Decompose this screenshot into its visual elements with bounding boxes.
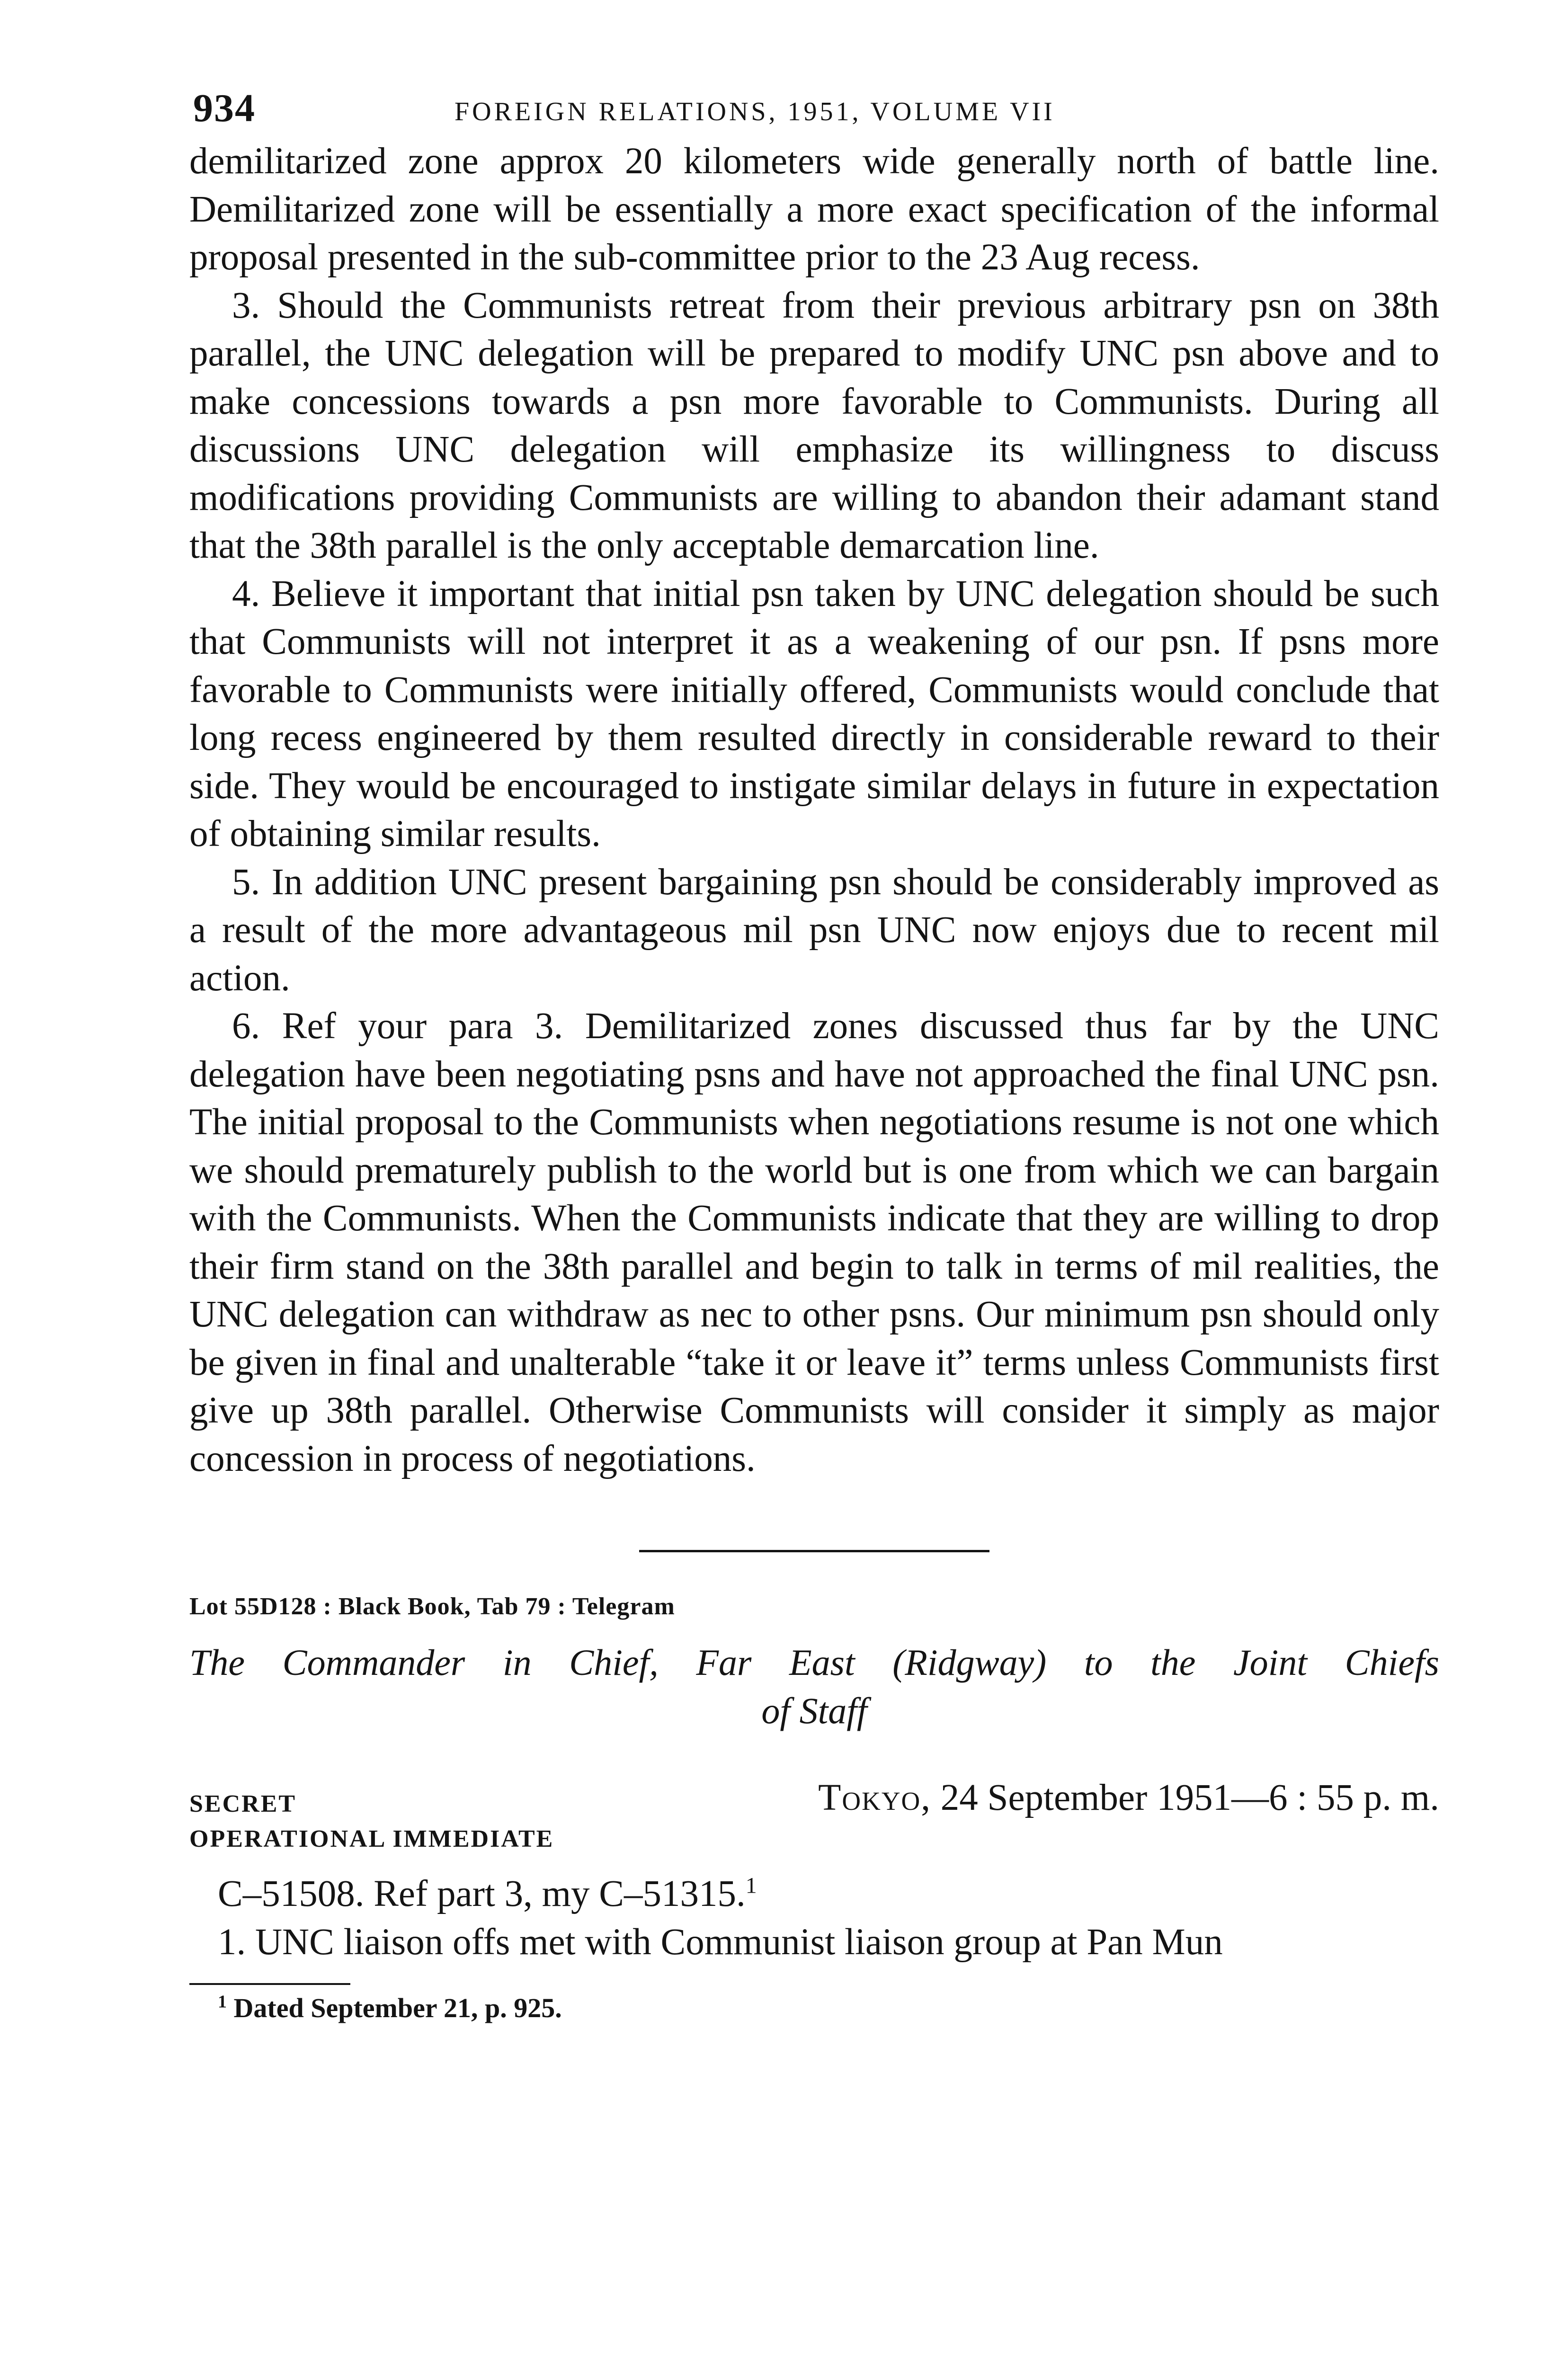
classification-label: SECRET <box>189 1790 297 1817</box>
paragraph-3: 3. Should the Communists retreat from their previous arbitrary psn on 38th parallel, the UNC delegation will be prepared to modify UNC psn above and to make concessions towards a psn more favorable to Communists. During all discussions UNC delegation will emphasize its willingness to discuss modifications providing Communists are willing to abandon their adamant stand that the 38th parallel is the only acceptable demarcation line. <box>189 285 1439 566</box>
footnote-rule <box>189 1983 350 1985</box>
source-line: Lot 55D128 : Black Book, Tab 79 : Telegram <box>189 1593 675 1620</box>
running-title: FOREIGN RELATIONS, 1951, VOLUME VII <box>454 97 1055 126</box>
dateline-date: 24 September 1951—6 : 55 p. m. <box>940 1777 1439 1818</box>
footnote <box>218 1992 1439 2025</box>
telegram-text <box>189 1870 1439 1966</box>
telegram-reference <box>189 1870 1439 1918</box>
dateline-place: Tokyo, <box>818 1777 932 1818</box>
document-title-line-2: of Staff <box>761 1690 867 1731</box>
document-title-line-1: The Commander in Chief, Far East (Ridgway) to the Joint Chiefs <box>189 1642 1439 1683</box>
document-page <box>189 85 1439 2025</box>
precedence-label: OPERATIONAL IMMEDIATE <box>189 1825 554 1852</box>
section-divider <box>639 1550 989 1552</box>
page-number: 934 <box>193 86 256 130</box>
dateline <box>818 1777 1439 1819</box>
telegram-item-1: 1. UNC liaison offs met with Communist liaison group at Pan Mun <box>218 1921 1223 1963</box>
footnote-marker: 1 <box>745 1873 757 1898</box>
footnote-number: 1 <box>218 1992 227 2012</box>
reference-text: C–51508. Ref part 3, my C–51315. <box>218 1873 746 1914</box>
paragraph-6: 6. Ref your para 3. Demilitarized zones discussed thus far by the UNC delegation have been negotiating psns and have not approached the final UNC psn. The initial proposal to the Communists when negotiations resume is not one which we should prematurely publish to the world but is one from which we can bargain with the Communists. When the Communists indicate that they are willing to drop their firm stand on the 38th parallel and begin to talk in terms of mil realities, the UNC delegation can withdraw as nec to other psns. Our minimum psn should only be given in final and unalterable “take it or leave it” terms unless Communists first give up 38th parallel. Otherwise Communists will consider it simply as major concession in process of negotiations. <box>189 1006 1439 1479</box>
paragraph-5: 5. In addition UNC present bargaining psn should be considerably improved as a result of the more advantageous mil psn UNC now enjoys due to recent mil action. <box>189 861 1439 999</box>
footnote-text: Dated September 21, p. 925. <box>233 1993 562 2023</box>
paragraph-continued: demilitarized zone approx 20 kilometers wide generally north of battle line. Demilitarized zone will be essentially a more exact specification of the informal proposal presented in the sub-committee prior to the 23 Aug recess. <box>189 141 1439 278</box>
document-title <box>189 1638 1439 1735</box>
paragraph-4: 4. Believe it important that initial psn taken by UNC delegation should be such that Communists will not interpret it as a weakening of our psn. If psns more favorable to Communists were initially offered, Communists would conclude that long recess engineered by them resulted directly in considerable reward to their side. They would be encouraged to instigate similar delays in future in expectation of obtaining similar results. <box>189 573 1439 854</box>
classification-row <box>189 1777 1439 1829</box>
body-text <box>189 137 1439 1483</box>
running-head <box>189 85 1439 137</box>
